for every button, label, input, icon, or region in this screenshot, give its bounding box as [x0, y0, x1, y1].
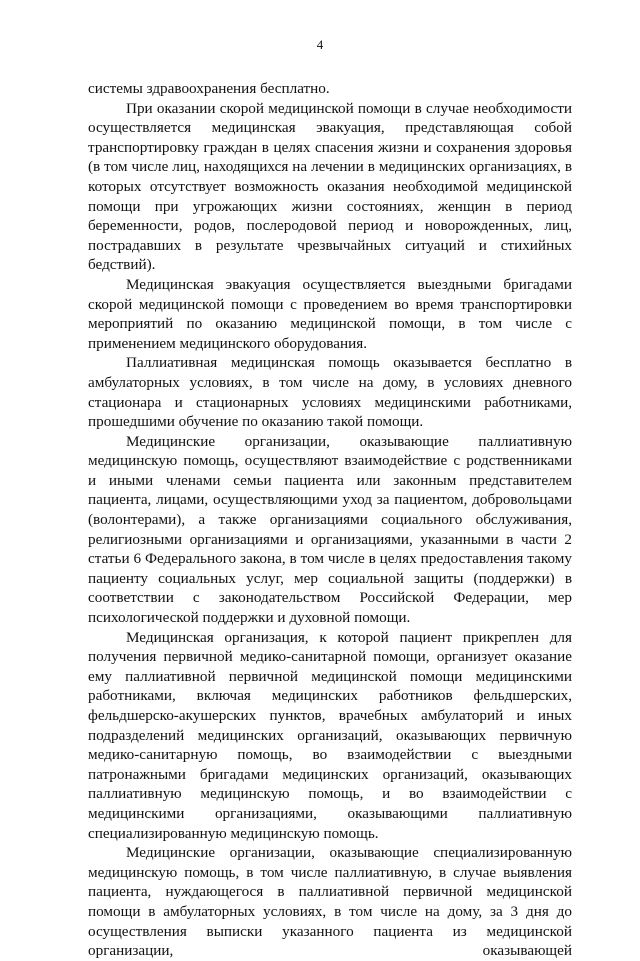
- paragraph-palliative-organizations: Медицинские организации, оказывающие паллиативную медицинскую помощь, осуществляют взаимодействие с родственниками и иными членами семьи пациента или законным представителем пациента, лицами, осуществляющими уход за пациентом, добровольцами (волонтерами), а также организациями социального обслуживания, религиозными организациями и организациями, указанными в части 2 статьи 6 Федерального закона, в том числе в целях предоставления такому пациенту социальных услуг, мер социальной защиты (поддержки) в соответствии с законодательством Российской Федерации, мер психологической поддержки и духовной помощи.: [88, 432, 572, 627]
- paragraph-specialized-organizations: Медицинские организации, оказывающие специализированную медицинскую помощь, в том числе паллиативную, в случае выявления пациента, нуждающегося в паллиативной первичной медицинской помощи в амбулаторных условиях, в том числе на дому, за 3 дня до осуществления выписки указанного пациента из медицинской организации, оказывающей: [88, 844, 572, 960]
- paragraph-ambulance-evacuation: При оказании скорой медицинской помощи в случае необходимости осуществляется медицинская эвакуация, представляющая собой транспортировку граждан в целях спасения жизни и сохранения здоровья (в том числе лиц, находящихся на лечении в медицинских организациях, в которых отсутствует возможность оказания необходимой медицинской помощи при угрожающих жизни состояниях, женщин в период беременности, родов, послеродовой период и новорожденных, лиц, пострадавших в результате чрезвычайных ситуаций и стихийных бедствий).: [88, 99, 572, 274]
- paragraph-primary-care-organization: Медицинская организация, к которой пациент прикреплен для получения первичной медико-санитарной помощи, организует оказание ему паллиативной первичной медицинской помощи медицинскими работниками, включая медицинских работников фельдшерских, фельдшерско-акушерских пунктов, врачебных амбулаторий и иных подразделений медицинских организаций, оказывающих первичную медико-санитарную помощь, во взаимодействии с выездными патронажными бригадами медицинских организаций, оказывающих паллиативную медицинскую помощь, и во взаимодействии с медицинскими организациями, оказывающими паллиативную специализированную медицинскую помощь.: [88, 628, 572, 842]
- document-body: [88, 79, 572, 961]
- page-number: 4: [316, 37, 324, 52]
- paragraph-continuation: системы здравоохранения бесплатно.: [88, 80, 330, 97]
- paragraph-evacuation-brigades: Медицинская эвакуация осуществляется выездными бригадами скорой медицинской помощи с проведением во время транспортировки мероприятий по оказанию медицинской помощи, в том числе с применением медицинского оборудования.: [88, 275, 572, 352]
- paragraph-palliative-care: Паллиативная медицинская помощь оказывается бесплатно в амбулаторных условиях, в том числе на дому, в условиях дневного стационара и стационарных условиях медицинскими работниками, прошедшими обучение по оказанию такой помощи.: [88, 354, 572, 431]
